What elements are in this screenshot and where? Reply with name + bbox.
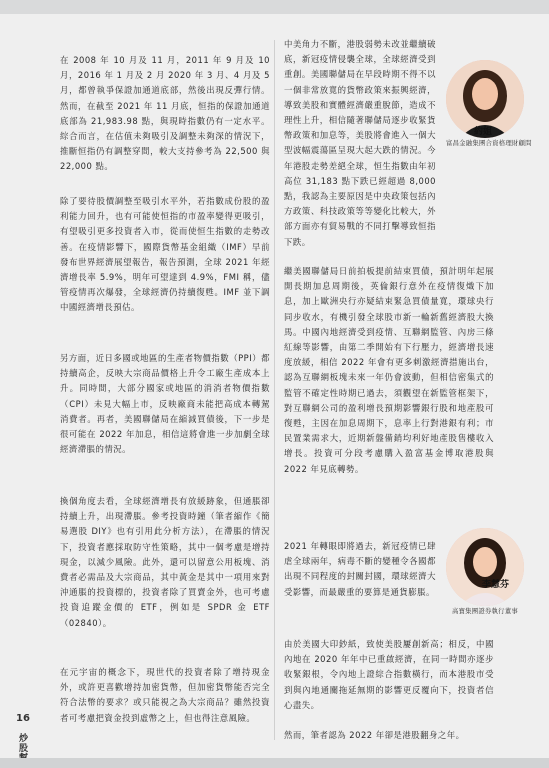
- left-paragraph-3: 另方面，近日多國或地區的生產者物價指數（PPI）都持續高企，反映大宗商品價格上升令工廠生產成本上升。同時間，大部分國家或地區的消消者物價指數（CPI）未見大幅上市，反映廠商未能把高成本轉駕消費者。再者，美國聯儲局在縮減買債後，下一步是很可能在 2022 年加息，相信這將會進一步加劇全球經濟滯脹的情況。: [60, 353, 270, 455]
- top-margin-bar: [0, 0, 549, 14]
- author-name-2: 李慧芬: [482, 580, 510, 590]
- left-paragraph-5: 在元宇宙的概念下，現世代的投資者除了增持現金外，或許更喜歡增持加密貨幣，但加密貨幣能否完全符合法幣的要求？或只能視之為大宗商品？雖然投資者可考慮把資金投到虛幣之上，但也得注意風險。: [60, 667, 270, 723]
- section-label: 炒股: [19, 734, 29, 754]
- left-paragraph-4: 換個角度去看，全球經濟增長有放緩跡象，但通脹卻持續上升，出現滯脹。參考投資時鐘（筆者縮作《簡易選股 DIY》也有引用此分析方法），在滯脹的情況下，投資者應採取防守性策略，其中一個考慮是增持現金，以減少風險。此外，還可以留意公用板塊、消費者必需品及大宗商品，其中黃金是其中一項用來對沖通脹的投資標的，投資者除了買賣金外，也可考慮投資追蹤金價的 ETF，例如是 SPDR 金 ETF（02840）。: [60, 496, 270, 628]
- page-number: 16: [16, 713, 30, 724]
- right-paragraph-4: 由於美國大印鈔紙，致使美股屢創新高；相反，中國內地在 2020 年年中已重啟經濟，在同一時間亦逐步收緊銀根，令內地上證綜合指數橫行，而本港股市受到與內地通關拖延無期的影響更反覆向下，投資者信心盡失。: [284, 639, 494, 710]
- bottom-margin-strip: [0, 758, 549, 768]
- left-paragraph-1: 在 2008 年 10 月及 11 月，2011 年 9 月及 10 月，2016 年 1 月及 2 月 2020 年 3 月、4 月及 5 月，都曾執爭保證加通道底部，然後出現反彈行情。然而，在截至 2021 年 11 月底，恒指的保證加通道底部為 21,983.98 點，與現時指數仍有一定水平。綜合而言，在估值未夠吸引及調整未夠深的情況下，推斷恒指仍有調整穿間，較大支持參考為 22,500 與 22,000 點。: [60, 55, 270, 172]
- right-paragraph-3: 2021 年轉眼即將過去，新冠疫情已肆虐全球兩年，病毒不斷的變種令各國都出現不同程度的封關封國，環球經濟大受影響，而最嚴重的要算是通貨膨脹。: [284, 541, 436, 597]
- column-divider: [274, 40, 275, 740]
- portrait-photo-2: [446, 528, 524, 606]
- right-paragraph-1-wrap-top: 中美角力不斷，港股弱勢未改並繼續破底，新冠疫情侵襲全球，全球經濟受到重創。美國聯儲局在早段時期不得不以一個非常放寬的貨幣政策來振興經濟，導致美股和實體經濟嚴重脫節，造成不理性上升，相信隨著聯儲局逐步收緊貨幣政策和加息等，美股將會進入一個大型波幅震蕩區呈現大起大跌的情況。今年港股走勢差絕全球，恒生指數由年初高位 31,183 點下跌已經超過 8,000 點，我認為主要原因是中央政策包括內方政策、科技政策等等變化比較大，外部方面亦有貿易戰的不同打擊導致恒指下跌。: [284, 39, 436, 247]
- author-role-2: 高寶集團證券執行董事: [452, 607, 518, 615]
- author-name-1: 約姐: [474, 127, 493, 137]
- author-role-1: 富昌金融集團合資格理財顧問: [446, 139, 532, 147]
- left-paragraph-2: 除了要待股價調整至吸引水平外，若指數成份股的盈利能力回升，也有可能使恒指的市盈率變得更吸引，有望吸引更多投資者入市，從而使恒生指數的走勢改善。在疫情影響下，國際貨幣基金組織（IMF）早前發布世界經濟展望報告，報告預測，全球 2021 年經濟增長率 5.9%，明年可望達到 4.9%，FMI 稱，儘管疫情再次爆發，全球經濟仍持續復甦。IMF 並下調中國經濟增長預估。: [60, 196, 270, 313]
- author-avatar-2: [446, 528, 524, 606]
- right-paragraph-5: 然而，筆者認為 2022 年卻是港股翻身之年。: [284, 730, 465, 740]
- right-paragraph-2: 繼美國聯儲局日前拍板提前結束買債，預計明年起展開長期加息周期後，英倫銀行意外在疫情復熾下加息，加上歐洲央行亦疑結束緊急買債量寬，環球央行同步收水，有機引發全球股市新一輪新舊經濟股大換馬。中國內地經濟受到疫情、互聯網監管、內房三條紅線等影響，由第二季開始有下行壓力，經濟增長速度放緩，相信 2022 年會有更多刺激經濟措施出台，認為互聯網板塊未來一年仍會波動，但相信密集式的監管不確定性時期已過去，須觀望在新監管框架下，對互聯網公司的盈利增長預期影響銀行股和地產股可復甦，主因在加息周期下，息率上行對港銀有利；市民置業需求大，近期新盤備銷均利好地產股售樓收入增長。投資可分段考慮購入盈富基金博取港股與 2022 年見底轉勢。: [284, 266, 494, 474]
